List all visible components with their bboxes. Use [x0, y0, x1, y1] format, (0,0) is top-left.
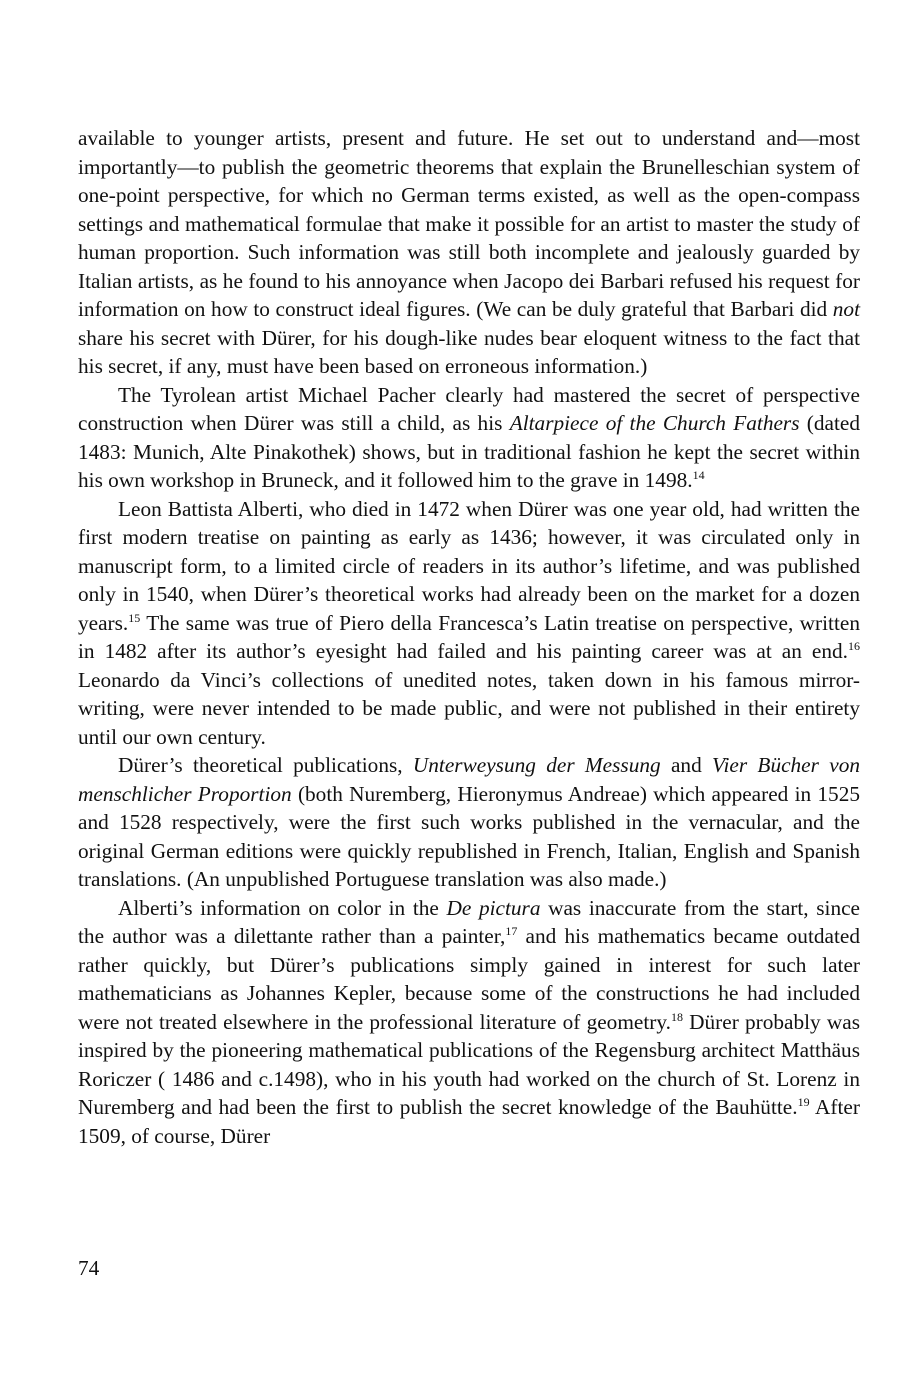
italic-text: Altarpiece of the Church Fathers — [509, 411, 800, 435]
text-run: and — [660, 753, 713, 777]
text-run: (dated 1483: Munich, Alte Pinakothek) shows, but in traditional fashion he kept the secret within his own workshop in Bruneck, and it followed him to the grave in 1498. — [78, 411, 860, 492]
text-run: The same was true of Piero della Francesca’s Latin treatise on perspective, written in 1482 after its author’s eyesight had failed and his painting career was at an end. — [78, 610, 860, 663]
footnote-marker: 18 — [670, 1009, 683, 1024]
text-run: and his mathematics became outdated rather quickly, but Dürer’s publications simply gained in interest for such later mathematicians as Johannes Kepler, because some of the constructions he had included were not treated elsewhere in the professional literature of geometry. — [78, 924, 860, 1034]
paragraph — [78, 124, 860, 381]
paragraph — [78, 495, 860, 752]
text-run: share his secret with Dürer, for his dough-like nudes bear eloquent witness to the fact that his secret, if any, must have been based on erroneous information.) — [78, 325, 860, 378]
text-run: Dürer probably was inspired by the pioneering mathematical publications of the Regensburg architect Matthäus Roriczer ( 1486 and c.1498), who in his youth had worked on the church of St. Lorenz in Nuremberg and had been the first to publish the secret knowledge of the Bauhütte. — [78, 1009, 860, 1119]
paragraph — [78, 751, 860, 894]
paragraph — [78, 894, 860, 1151]
footnote-marker: 19 — [797, 1095, 810, 1109]
body-text — [78, 124, 860, 1150]
italic-text: Vier Bücher von menschlicher Proportion — [78, 753, 860, 806]
italic-text: not — [832, 297, 860, 321]
text-run: Dürer’s theoretical publications, — [118, 753, 413, 777]
italic-text: De pictura — [446, 895, 541, 920]
text-run: Alberti’s information on color in the — [118, 895, 447, 920]
footnote-marker: 15 — [128, 610, 141, 625]
text-run: Leon Battista Alberti, who died in 1472 when Dürer was one year old, had written the first modern treatise on painting as early as 1436; however, it was circulated only in manuscript form, to a limited circle of readers in its author’s lifetime, and was published only in 1540, when Dürer’s theoretical works had already been on the market for a dozen years. — [78, 496, 860, 635]
text-run: The Tyrolean artist Michael Pacher clearly had mastered the secret of perspective construction when Dürer was still a child, as his — [78, 382, 860, 435]
footnote-marker: 14 — [692, 468, 705, 482]
footnote-marker: 17 — [505, 924, 518, 938]
text-run: available to younger artists, present and future. He set out to understand and—most importantly—to publish the geometric theorems that explain the Brunelleschian system of one-point perspective, for which no German terms existed, as well as the open-compass settings and mathematical formulae that make it possible for an artist to master the study of human proportion. Such information was still both incomplete and jealously guarded by Italian artists, as he found to his annoyance when Jacopo dei Barbari refused his request for information on how to construct ideal figures. (We can be duly grateful that Barbari did — [78, 126, 860, 321]
text-run: After 1509, of course, Dürer — [78, 1095, 860, 1148]
footnote-marker: 16 — [848, 639, 860, 653]
text-run: was inaccurate from the start, since the author was a dilettante rather than a painter, — [78, 895, 860, 948]
text-run: (both Nuremberg, Hieronymus Andreae) which appeared in 1525 and 1528 respectively, were the first such works published in the vernacular, and the original German editions were quickly republished in French, Italian, English and Spanish translations. (An unpublished Portuguese translation was also made.) — [78, 781, 860, 891]
text-run: Leonardo da Vinci’s collections of unedited notes, taken down in his famous mirror-writing, were never intended to be made public, and were not published in their entirety until our own century. — [78, 667, 860, 749]
italic-text: Unterweysung der Messung — [412, 753, 661, 777]
page-number: 74 — [78, 1256, 100, 1280]
paragraph — [78, 381, 860, 495]
